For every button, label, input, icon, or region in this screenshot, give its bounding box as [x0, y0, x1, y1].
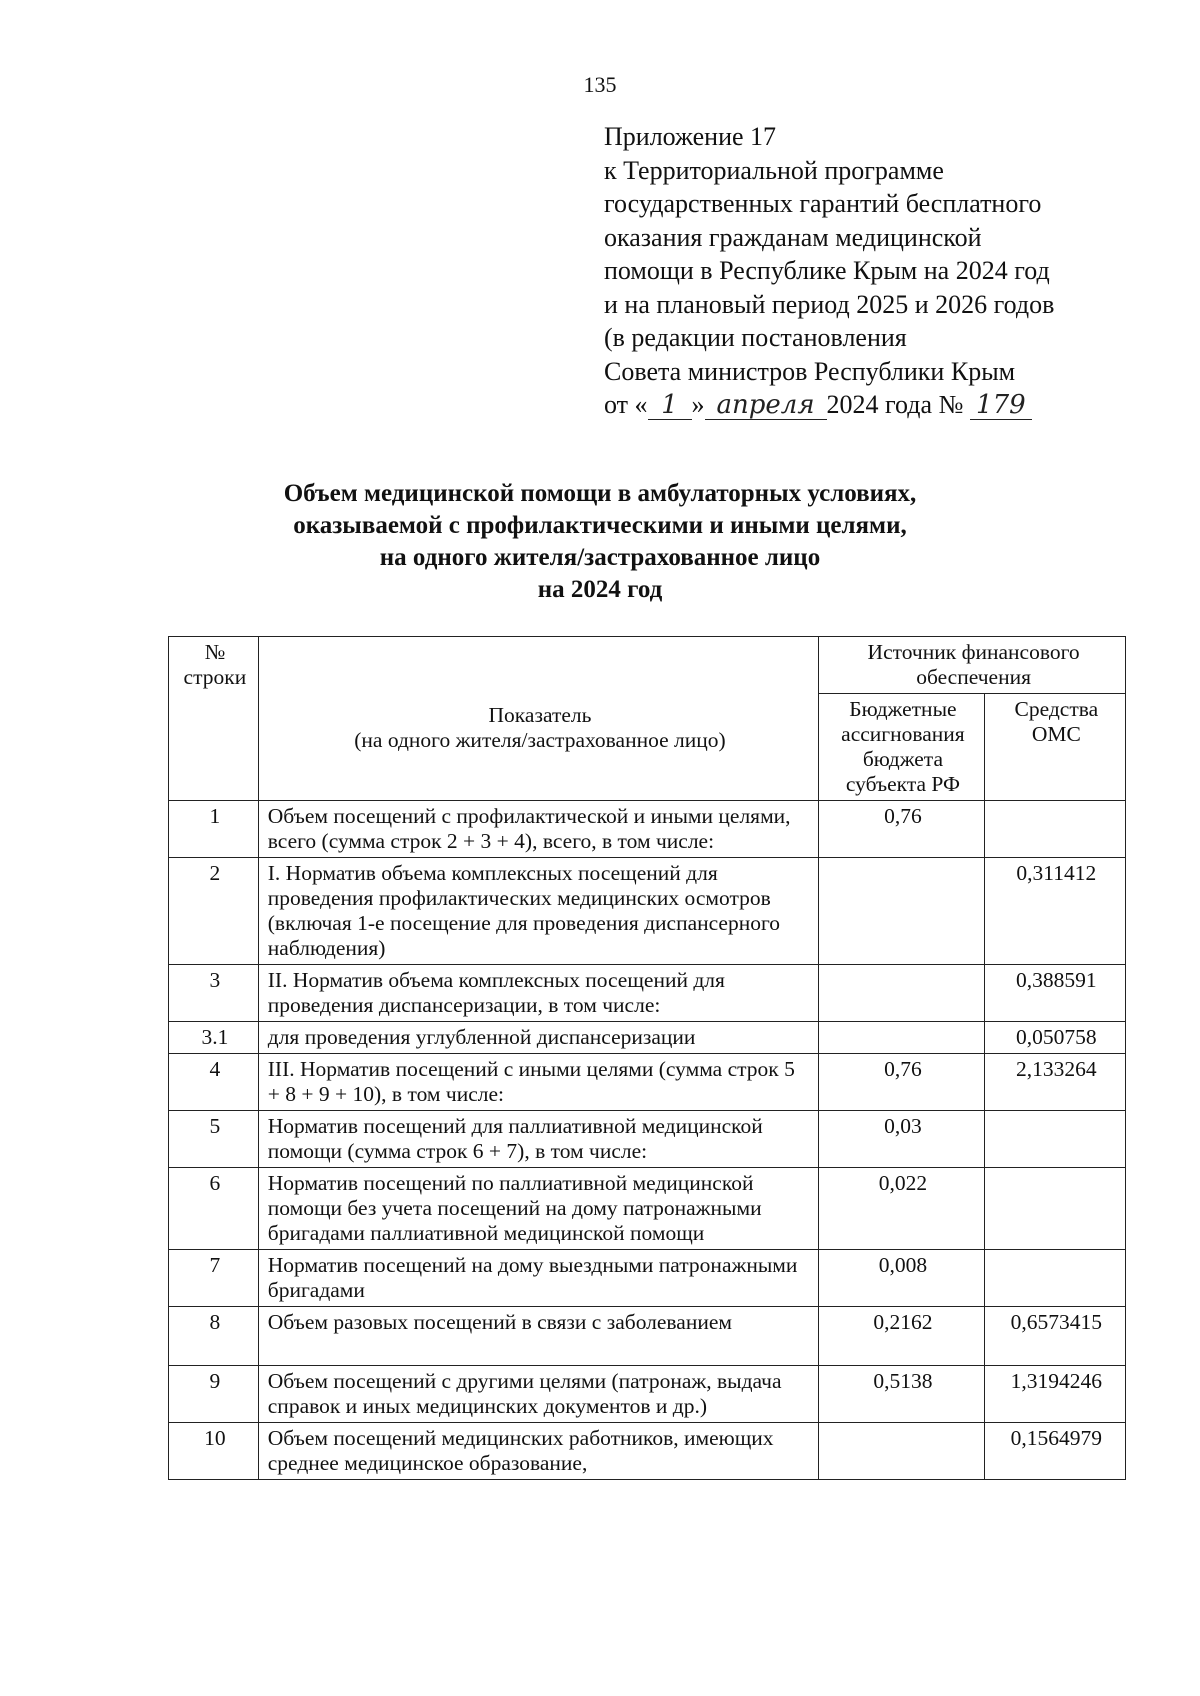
- date-month-handwritten: апреля: [705, 391, 827, 420]
- row-indicator: Норматив посещений для паллиативной медицинской помощи (сумма строк 6 + 7), в том числе:: [258, 1111, 818, 1168]
- table-row: [169, 1168, 1126, 1250]
- date-day-handwritten: 1: [648, 391, 692, 420]
- row-number: 7: [169, 1250, 259, 1307]
- row-number: 1: [169, 801, 259, 858]
- title-line: на 2024 год: [537, 576, 663, 603]
- row-oms-value: 0,1564979: [984, 1423, 1125, 1480]
- appendix-line: к Территориальной программе: [604, 155, 944, 185]
- appendix-line: помощи в Республике Крым на 2024 год: [604, 256, 1050, 285]
- appendix-block: [604, 120, 1164, 422]
- table-row: [169, 858, 1126, 965]
- row-budget-value: [819, 965, 984, 1022]
- row-budget-value: 0,2162: [819, 1307, 984, 1366]
- appendix-line: государственных гарантий бесплатного: [604, 189, 1042, 218]
- row-indicator: Объем посещений с другими целями (патронаж, выдача справок и иных медицинских документов и др.): [258, 1366, 818, 1423]
- row-indicator: Норматив посещений на дому выездными патронажными бригадами: [258, 1250, 818, 1307]
- header-budget: Бюджетные ассигнования бюджета субъекта РФ: [819, 694, 984, 801]
- row-indicator: Объем разовых посещений в связи с заболеванием: [258, 1307, 818, 1366]
- title-line: Объем медицинской помощи в амбулаторных условиях,: [283, 480, 917, 507]
- volume-table: [168, 636, 1126, 1480]
- row-indicator: Норматив посещений по паллиативной медицинской помощи без учета посещений на дому патронажными бригадами паллиативной медицинской помощи: [258, 1168, 818, 1250]
- title-line: на одного жителя/застрахованное лицо: [379, 544, 821, 571]
- row-oms-value: [984, 801, 1125, 858]
- table-row: [169, 1250, 1126, 1307]
- row-oms-value: 0,311412: [984, 858, 1125, 965]
- row-budget-value: 0,5138: [819, 1366, 984, 1423]
- table-row: [169, 1111, 1126, 1168]
- page-number: 135: [583, 72, 617, 97]
- row-number: 6: [169, 1168, 259, 1250]
- header-oms: Средства ОМС: [984, 694, 1125, 801]
- row-indicator: для проведения углубленной диспансеризации: [258, 1022, 818, 1054]
- table-row: [169, 965, 1126, 1022]
- row-budget-value: 0,76: [819, 1054, 984, 1111]
- table-row: [169, 1423, 1126, 1480]
- table-body: [169, 801, 1126, 1480]
- appendix-line: (в редакции постановления: [604, 323, 907, 352]
- row-indicator: Объем посещений с профилактической и иными целями, всего (сумма строк 2 + 3 + 4), всего, в том числе:: [258, 801, 818, 858]
- row-budget-value: 0,76: [819, 801, 984, 858]
- row-number: 5: [169, 1111, 259, 1168]
- table-row: [169, 801, 1126, 858]
- row-budget-value: 0,03: [819, 1111, 984, 1168]
- header-indicator-note: (на одного жителя/застрахованное лицо): [354, 728, 726, 752]
- appendix-line: и на плановый период 2025 и 2026 годов: [604, 289, 1055, 319]
- date-day-suffix: »: [691, 390, 705, 419]
- decree-number-handwritten: 179: [970, 391, 1032, 420]
- row-indicator: I. Норматив объема комплексных посещений для проведения профилактических медицинских осмотров (включая 1-е посещение для проведения диспансерного наблюдения): [258, 858, 818, 965]
- table-row: [169, 1022, 1126, 1054]
- row-budget-value: 0,008: [819, 1250, 984, 1307]
- table-header-row: [169, 637, 1126, 694]
- row-budget-value: [819, 858, 984, 965]
- row-oms-value: 0,050758: [984, 1022, 1125, 1054]
- appendix-line: оказания гражданам медицинской: [604, 222, 982, 252]
- header-financing-source: Источник финансового обеспечения: [819, 637, 1126, 694]
- row-number: 10: [169, 1423, 259, 1480]
- appendix-line: Совета министров Республики Крым: [604, 356, 1016, 386]
- header-row-number: № строки: [169, 637, 259, 801]
- document-title: [0, 478, 1200, 606]
- row-indicator: III. Норматив посещений с иными целями (сумма строк 5 + 8 + 9 + 10), в том числе:: [258, 1054, 818, 1111]
- row-number: 9: [169, 1366, 259, 1423]
- date-prefix: от «: [604, 390, 648, 419]
- header-indicator-title: Показатель: [488, 703, 592, 727]
- date-year-text: 2024 года №: [826, 390, 964, 419]
- row-oms-value: 2,133264: [984, 1054, 1125, 1111]
- row-indicator: Объем посещений медицинских работников, имеющих среднее медицинское образование,: [258, 1423, 818, 1480]
- row-number: 3.1: [169, 1022, 259, 1054]
- table-row: [169, 1307, 1126, 1366]
- row-oms-value: [984, 1250, 1125, 1307]
- table-row: [169, 1054, 1126, 1111]
- row-oms-value: [984, 1168, 1125, 1250]
- title-line: оказываемой с профилактическими и иными целями,: [293, 512, 907, 539]
- row-number: 8: [169, 1307, 259, 1366]
- row-budget-value: [819, 1423, 984, 1480]
- table-row: [169, 1366, 1126, 1423]
- row-oms-value: 0,6573415: [984, 1307, 1125, 1366]
- row-indicator: II. Норматив объема комплексных посещений для проведения диспансеризации, в том числе:: [258, 965, 818, 1022]
- row-oms-value: 0,388591: [984, 965, 1125, 1022]
- row-budget-value: 0,022: [819, 1168, 984, 1250]
- row-number: 3: [169, 965, 259, 1022]
- row-budget-value: [819, 1022, 984, 1054]
- appendix-line: Приложение 17: [604, 122, 777, 151]
- row-oms-value: [984, 1111, 1125, 1168]
- row-oms-value: 1,3194246: [984, 1366, 1125, 1423]
- appendix-date-line: [604, 388, 1164, 422]
- row-number: 4: [169, 1054, 259, 1111]
- row-number: 2: [169, 858, 259, 965]
- header-indicator: [258, 637, 818, 801]
